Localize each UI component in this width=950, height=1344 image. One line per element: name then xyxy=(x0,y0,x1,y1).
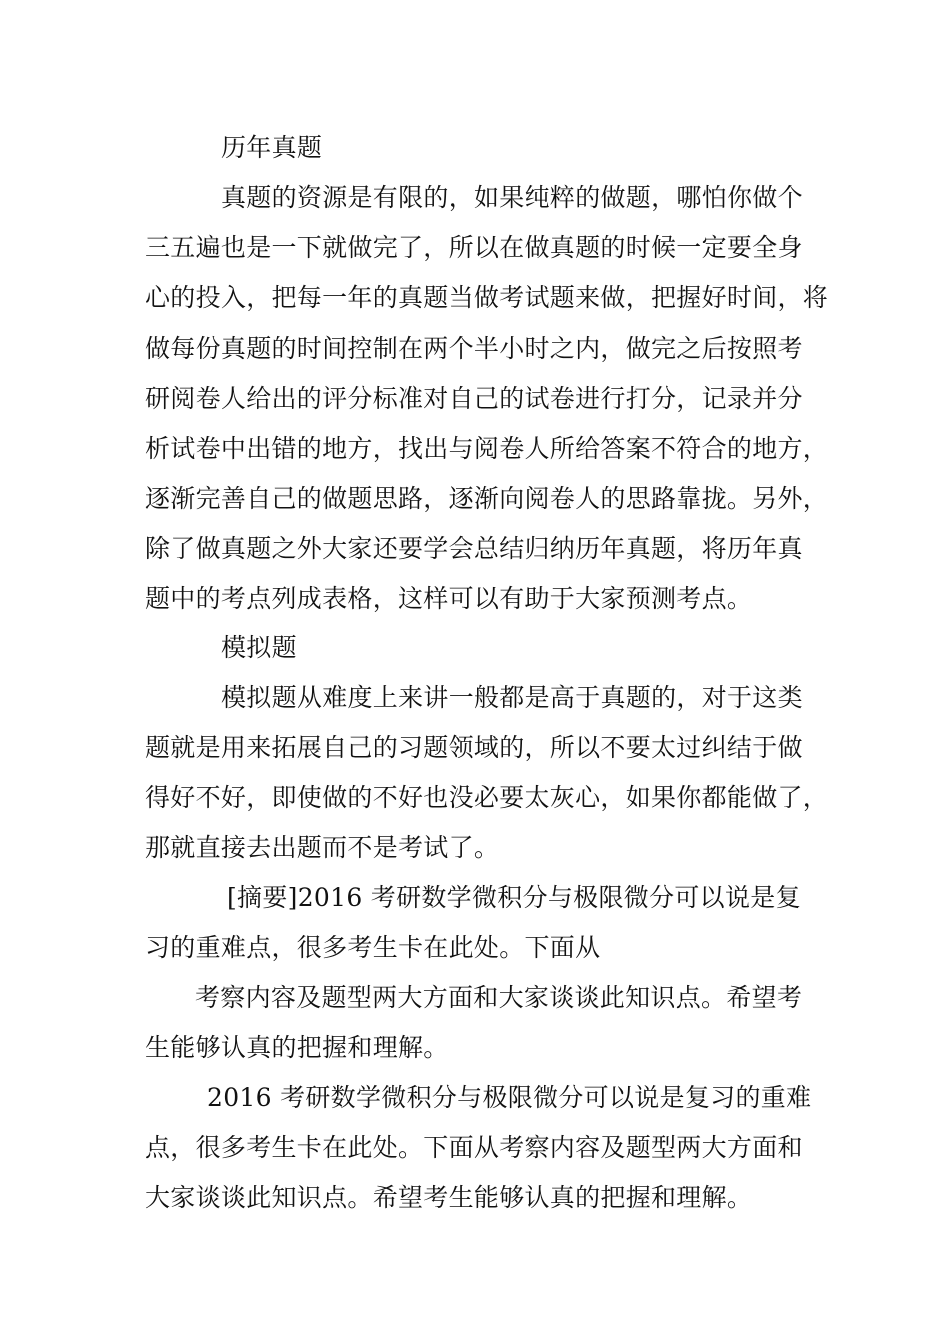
paragraph-line: 心的投入，把每一年的真题当做考试题来做，把握好时间，将 xyxy=(145,283,829,312)
heading-past-exams: 历年真题 xyxy=(221,133,323,162)
paragraph-line: 逐渐完善自己的做题思路，逐渐向阅卷人的思路靠拢。另外， xyxy=(145,484,829,513)
paragraph-line: 析试卷中出错的地方，找出与阅卷人所给答案不符合的地方， xyxy=(145,434,829,463)
paragraph-line: 题中的考点列成表格，这样可以有助于大家预测考点。 xyxy=(145,584,753,613)
abstract-line: 生能够认真的把握和理解。 xyxy=(145,1033,449,1062)
heading-mock-exams: 模拟题 xyxy=(221,633,297,662)
paragraph-line: 得好不好，即使做的不好也没必要太灰心，如果你都能做了， xyxy=(145,783,829,812)
paragraph-line: 点，很多考生卡在此处。下面从考察内容及题型两大方面和 xyxy=(145,1133,803,1162)
paragraph-line: 大家谈谈此知识点。希望考生能够认真的把握和理解。 xyxy=(145,1183,753,1212)
paragraph-line: 模拟题从难度上来讲一般都是高于真题的，对于这类 xyxy=(221,683,803,712)
paragraph-line: 三五遍也是一下就做完了，所以在做真题的时候一定要全身 xyxy=(145,233,803,262)
abstract-line: [摘要]2016 考研数学微积分与极限微分可以说是复 xyxy=(227,883,801,912)
paragraph-line: 题就是用来拓展自己的习题领域的，所以不要太过纠结于做 xyxy=(145,733,803,762)
abstract-line: 考察内容及题型两大方面和大家谈谈此知识点。希望考 xyxy=(195,983,803,1012)
paragraph-line: 除了做真题之外大家还要学会总结归纳历年真题，将历年真 xyxy=(145,534,803,563)
paragraph-line: 那就直接去出题而不是考试了。 xyxy=(145,833,500,862)
abstract-line: 习的重难点，很多考生卡在此处。下面从 xyxy=(145,933,601,962)
paragraph-line: 真题的资源是有限的，如果纯粹的做题，哪怕你做个 xyxy=(221,183,803,212)
paragraph-line: 研阅卷人给出的评分标准对自己的试卷进行打分，记录并分 xyxy=(145,384,803,413)
paragraph-line: 做每份真题的时间控制在两个半小时之内，做完之后按照考 xyxy=(145,334,803,363)
paragraph-line: 2016 考研数学微积分与极限微分可以说是复习的重难 xyxy=(207,1083,812,1112)
